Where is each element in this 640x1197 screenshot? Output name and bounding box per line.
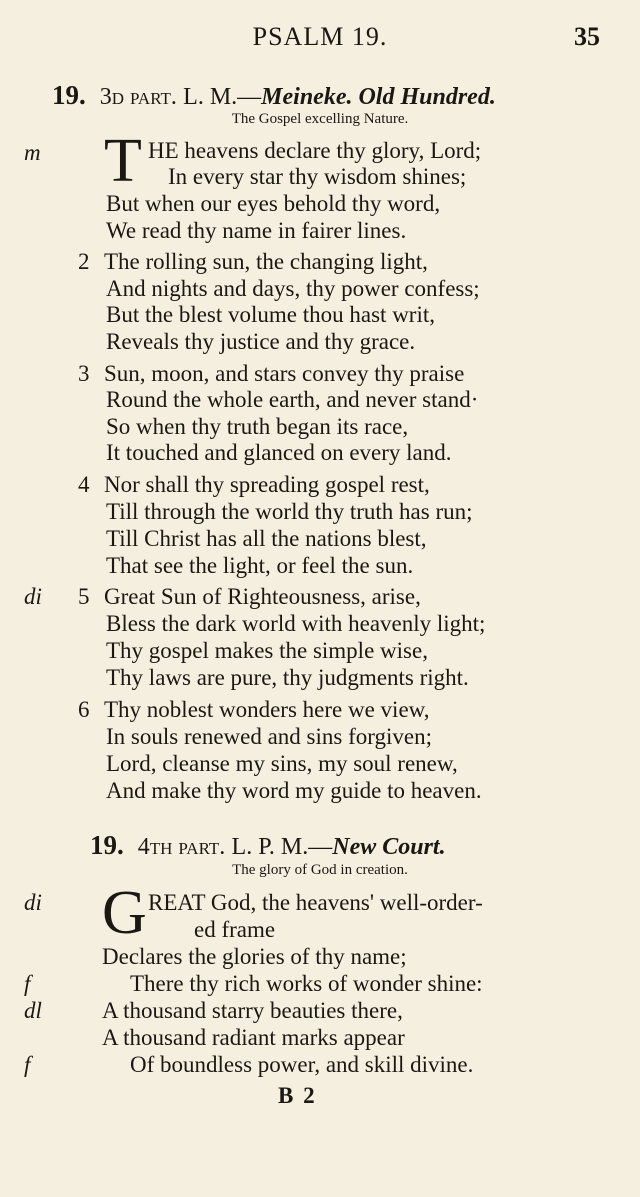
page-number: 35 — [574, 22, 600, 51]
hymn-tunes: Meineke. Old Hundred. — [261, 84, 496, 110]
verse-line: HE heavens declare thy glory, Lord; — [148, 138, 482, 163]
hymn-heading — [52, 80, 496, 111]
verse-line: 2 The rolling sun, the changing light, — [78, 249, 428, 274]
verse-line: So when thy truth began its race, — [106, 414, 409, 439]
verse-line: Lord, cleanse my sins, my soul renew, — [106, 751, 458, 776]
hymn-subtitle: The Gospel excelling Nature. — [231, 111, 409, 127]
hymn-number: 19. — [52, 80, 86, 110]
verse-line: Till through the world thy truth has run; — [106, 499, 473, 524]
hymn-part: 4th part. — [137, 834, 226, 860]
verse-line: ed frame — [194, 917, 276, 942]
verse-line: REAT God, the heavens' well-order- — [148, 890, 483, 915]
hymn-part: 3d part. — [99, 84, 177, 110]
hymn-number: 19. — [90, 830, 124, 860]
verse-line: Reveals thy justice and thy grace. — [106, 329, 416, 354]
running-head — [0, 22, 640, 54]
verse-line: 5 Great Sun of Righteousness, arise, — [78, 584, 421, 609]
verse-line: In souls renewed and sins forgiven; — [106, 724, 432, 749]
dynamic-marking: m — [24, 140, 41, 165]
verse-line: It touched and glanced on every land. — [106, 440, 452, 465]
verse-line: That see the light, or feel the sun. — [106, 553, 414, 578]
hymn-tune: New Court. — [332, 834, 446, 860]
drop-cap: G — [102, 879, 147, 947]
verse-line: 3 Sun, moon, and stars convey thy praise — [78, 361, 465, 386]
verse-number: 6 — [78, 697, 90, 722]
verse-number: 4 — [78, 472, 90, 497]
dynamic-marking: di — [24, 584, 42, 609]
hymn-meter: L. P. M.— — [231, 834, 333, 860]
page-title: PSALM 19. — [252, 22, 388, 51]
verse-line: Of boundless power, and skill divine. — [130, 1052, 474, 1077]
signature-mark: B 2 — [278, 1083, 317, 1108]
verse-line: A thousand starry beauties there, — [102, 998, 403, 1023]
hymn-heading — [90, 830, 446, 861]
hymn-meter: L. M.— — [183, 84, 262, 110]
hymn-subtitle: The glory of God in creation. — [232, 862, 408, 878]
verse-line: There thy rich works of wonder shine: — [130, 971, 483, 996]
verse-number: 2 — [78, 249, 90, 274]
drop-cap: T — [104, 127, 142, 195]
verse-line: Round the whole earth, and never stand· — [106, 387, 479, 412]
verse-line: But when our eyes behold thy word, — [106, 191, 441, 216]
verse-line: We read thy name in fairer lines. — [106, 218, 407, 243]
verse-line: Thy laws are pure, thy judgments right. — [106, 665, 469, 690]
verse-line: And make thy word my guide to heaven. — [106, 778, 482, 803]
verse-line: Bless the dark world with heavenly light; — [106, 611, 486, 636]
dynamic-marking: di — [24, 890, 42, 915]
verse-line: But the blest volume thou hast writ, — [106, 302, 435, 327]
dynamic-marking: dl — [24, 998, 42, 1023]
verse-number: 5 — [78, 584, 90, 609]
verse-line: And nights and days, thy power confess; — [106, 276, 480, 301]
verse-number: 3 — [78, 361, 90, 386]
verse-line: Thy gospel makes the simple wise, — [106, 638, 428, 663]
verse-line: A thousand radiant marks appear — [102, 1025, 405, 1050]
dynamic-marking: f — [24, 971, 31, 996]
verse-line: 4 Nor shall thy spreading gospel rest, — [78, 472, 430, 497]
dynamic-marking: f — [24, 1052, 31, 1077]
verse-line: 6 Thy noblest wonders here we view, — [78, 697, 430, 722]
verse-line: Till Christ has all the nations blest, — [106, 526, 427, 551]
verse-line: In every star thy wisdom shines; — [168, 164, 467, 189]
verse-line: Declares the glories of thy name; — [102, 944, 407, 969]
